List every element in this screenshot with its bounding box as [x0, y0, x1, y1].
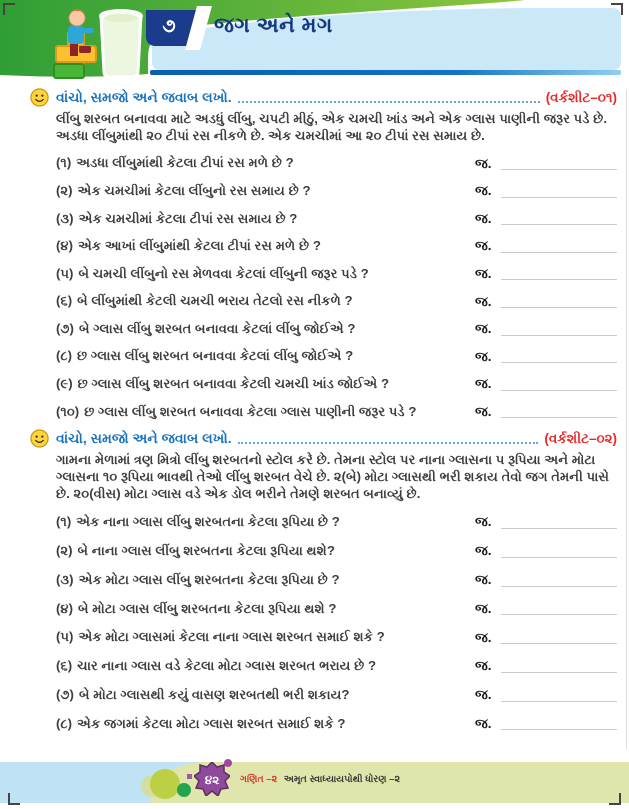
crop-mark-top-left	[3, 3, 15, 15]
question-number: (૪)	[56, 238, 73, 254]
question-text: એક મોટા ગ્લાસમાં કેટલા નાના ગ્લાસ શરબત સમાઈ શકે ?	[78, 629, 385, 645]
series-title: અમૃત સ્વાધ્યાયપોથી ધોરણ –૨	[283, 774, 401, 785]
question-text: એક ચમચીમાં કેટલા લીંબુનો રસ સમાય છે ?	[77, 182, 311, 198]
answer-area	[475, 515, 617, 529]
answer-blank-line[interactable]	[501, 518, 617, 529]
decorative-circle	[150, 769, 180, 799]
question-list	[56, 150, 617, 426]
page-edge-line	[626, 90, 627, 749]
crop-mark-bottom-right	[609, 793, 621, 805]
question-number: (૨)	[56, 182, 73, 198]
dotted-leader	[238, 92, 540, 103]
question-row	[56, 594, 617, 623]
question-row	[56, 343, 617, 371]
answer-blank-line[interactable]	[501, 325, 617, 336]
question-row	[56, 681, 617, 710]
answer-area	[475, 602, 617, 616]
answer-label: જ.	[475, 376, 492, 392]
answer-area	[475, 659, 617, 673]
crop-mark-top-right	[611, 3, 623, 15]
question-number: (૪)	[56, 600, 73, 616]
question-text: છ ગ્લાસ લીંબુ શરબત બનાવવા કેટલા ગ્લાસ પાણીની જરૂર પડે ?	[84, 403, 417, 419]
answer-blank-line[interactable]	[501, 297, 617, 308]
question-row	[56, 537, 617, 566]
question-number: (૩)	[56, 210, 74, 226]
decorative-circle	[177, 783, 191, 797]
answer-blank-line[interactable]	[501, 691, 617, 702]
answer-area	[475, 295, 617, 309]
question-text: છ ગ્લાસ લીંબુ શરબત બનાવવા કેટલાં લીંબુ જોઈએ ?	[77, 348, 354, 364]
answer-area	[475, 350, 617, 364]
question-number: (૧)	[56, 514, 72, 530]
answer-label: જ.	[475, 687, 492, 703]
answer-label: જ.	[475, 293, 492, 309]
question-text: બે લીંબુમાંથી કેટલી ચમચી ભરાય તેટલો રસ નીકળે ?	[77, 293, 353, 309]
answer-blank-line[interactable]	[501, 159, 617, 170]
section-intro: ગામના મેળામાં ત્રણ મિત્રો લીંબુ શરબતનો સ્ટોલ કરે છે. તેમના સ્ટોલ પર નાના ગ્લાસના ૫ રૂપિયા અને મોટા ગ્લાસના ૧૦ રૂપિયા ભાવથી તેઓ લીંબુ શરબત વેચે છે. ૨(બે) મોટા ગ્લાસથી ભરી શકાય તેવો જગ તેમની પાસે છે. ૨૦(વીસ) મોટા ગ્લાસ વડે એક ડોલ ભરીને તેમણે શરબત બનાવ્યું છે.	[56, 452, 610, 501]
question-row	[56, 150, 617, 178]
answer-area	[475, 631, 617, 645]
question-row	[56, 232, 617, 260]
answer-blank-line[interactable]	[501, 214, 617, 225]
answer-area	[475, 157, 617, 171]
question-text: ચાર નાના ગ્લાસ વડે કેટલા મોટા ગ્લાસ શરબત ભરાય છે ?	[77, 658, 377, 674]
question-row	[56, 370, 617, 398]
answer-label: જ.	[475, 348, 492, 364]
question-row	[56, 508, 617, 537]
section-heading: વાંચો, સમજો અને જવાબ લખો.	[56, 430, 232, 447]
answer-area	[475, 322, 617, 336]
question-row	[56, 315, 617, 343]
question-row	[56, 623, 617, 652]
question-number: (૬)	[56, 293, 73, 309]
section-heading: વાંચો, સમજો અને જવાબ લખો.	[56, 89, 232, 105]
smiley-icon	[30, 88, 49, 107]
answer-blank-line[interactable]	[501, 269, 617, 280]
question-number: (૨)	[56, 542, 73, 558]
question-row	[56, 565, 617, 594]
worksheet-section-2	[30, 429, 617, 738]
question-row	[56, 288, 617, 316]
chapter-title: જગ અને મગ	[214, 14, 333, 37]
answer-blank-line[interactable]	[501, 407, 617, 418]
section-intro: લીંબુ શરબત બનાવવા માટે અડધું લીંબુ, ચપટી મીઠું, એક ચમચી ખાંડ અને એક ગ્લાસ પાણીની જરૂર પડે છે. અડધા લીંબુમાંથી ૨૦ ટીપાં રસ નીકળે છે. એક ચમચીમાં આ ૨૦ ટીપાં રસ સમાય છે.	[56, 111, 607, 143]
question-row	[56, 709, 617, 738]
answer-label: જ.	[475, 210, 492, 226]
answer-label: જ.	[475, 321, 492, 337]
answer-area	[475, 239, 617, 253]
answer-area	[475, 405, 617, 419]
worksheet-content	[0, 82, 629, 738]
answer-blank-line[interactable]	[501, 604, 617, 615]
question-text: એક નાના ગ્લાસ લીંબુ શરબતના કેટલા રૂપિયા છે ?	[76, 514, 340, 530]
question-text: બે મોટા ગ્લાસ લીંબુ શરબતના કેટલા રૂપિયા થશે ?	[77, 600, 337, 616]
question-text: બે મોટા ગ્લાસથી કયું વાસણ શરબતથી ભરી શકાય?	[78, 686, 350, 702]
question-row	[56, 177, 617, 205]
question-row	[56, 260, 617, 288]
answer-blank-line[interactable]	[501, 187, 617, 198]
question-number: (૭)	[56, 686, 74, 702]
worksheet-section-1	[30, 88, 617, 425]
crop-mark-bottom-left	[8, 793, 20, 805]
question-number: (૮)	[56, 348, 73, 364]
series-prefix: ગણિત –૨	[240, 774, 278, 785]
answer-label: જ.	[475, 715, 492, 731]
question-text: બે નાના ગ્લાસ લીંબુ શરબતના કેટલા રૂપિયા થશે?	[77, 542, 335, 558]
answer-blank-line[interactable]	[501, 380, 617, 391]
question-text: એક ચમચીમાં કેટલા ટીપાં રસ સમાય છે ?	[78, 210, 298, 226]
answer-area	[475, 184, 617, 198]
answer-label: જ.	[475, 403, 492, 419]
answer-area	[475, 377, 617, 391]
smiley-icon	[30, 429, 49, 448]
chapter-number: ૭	[162, 16, 176, 37]
question-row	[56, 398, 617, 426]
section-2-header	[30, 429, 617, 448]
answer-area	[475, 717, 617, 731]
answer-area	[475, 573, 617, 587]
worksheet-number-label: (વર્કશીટ–૦૨)	[544, 430, 617, 446]
answer-area	[475, 544, 617, 558]
question-list	[56, 508, 617, 738]
question-number: (૬)	[56, 658, 73, 674]
answer-label: જ.	[475, 155, 492, 171]
answer-label: જ.	[475, 183, 492, 199]
section-1-header	[30, 88, 617, 107]
question-text: એક મોટા ગ્લાસ લીંબુ શરબતના કેટલા રૂપિયા છે ?	[78, 571, 340, 587]
question-text: એક જગમાં કેટલા મોટા ગ્લાસ શરબત સમાઈ શકે ?	[77, 715, 346, 731]
answer-label: જ.	[475, 629, 492, 645]
question-number: (૫)	[56, 265, 74, 281]
page-footer	[0, 762, 629, 809]
answer-area	[475, 212, 617, 226]
answer-label: જ.	[475, 600, 492, 616]
page-number-star-badge	[194, 762, 230, 796]
question-text: બે ચમચી લીંબુનો રસ મેળવવા કેટલાં લીંબુની જરૂર પડે ?	[78, 265, 369, 281]
answer-blank-line[interactable]	[501, 242, 617, 253]
question-row	[56, 652, 617, 681]
question-number: (૩)	[56, 571, 74, 587]
boy-climbing-blocks-illustration	[46, 2, 150, 82]
answer-blank-line[interactable]	[501, 633, 617, 644]
page-header	[0, 0, 629, 82]
question-number: (૮)	[56, 715, 73, 731]
question-number: (૫)	[56, 629, 74, 645]
worksheet-number-label: (વર્કશીટ–૦૧)	[545, 89, 617, 105]
answer-blank-line[interactable]	[501, 352, 617, 363]
answer-label: જ.	[475, 572, 492, 587]
footer-series-text	[240, 774, 400, 785]
question-number: (૭)	[56, 320, 74, 336]
question-text: બે ગ્લાસ લીંબુ શરબત બનાવવા કેટલાં લીંબુ જોઈએ ?	[78, 320, 356, 336]
page-number: ૪૨	[204, 773, 220, 787]
answer-label: જ.	[475, 265, 492, 281]
question-text: છ ગ્લાસ લીંબુ શરબત બનાવવા કેટલી ચમચી ખાંડ જોઈએ ?	[77, 376, 390, 392]
answer-area	[475, 267, 617, 281]
decorative-square	[187, 774, 192, 779]
question-text: એક આખાં લીંબુમાંથી કેટલા ટીપાં રસ મળે છે ?	[77, 238, 321, 254]
question-text: અડધા લીંબુમાંથી કેટલા ટીપાં રસ મળે છે ?	[76, 155, 294, 171]
dotted-leader	[238, 433, 539, 444]
answer-blank-line[interactable]	[501, 719, 617, 730]
answer-label: જ.	[475, 543, 492, 559]
answer-blank-line[interactable]	[501, 662, 617, 673]
answer-label: જ.	[475, 658, 492, 674]
answer-label: જ.	[475, 514, 492, 530]
answer-area	[475, 688, 617, 702]
question-number: (૯)	[56, 376, 73, 392]
answer-blank-line[interactable]	[501, 576, 617, 587]
answer-label: જ.	[475, 238, 492, 254]
question-row	[56, 205, 617, 233]
question-number: (૧૦)	[56, 403, 80, 419]
question-number: (૧)	[56, 155, 72, 171]
answer-blank-line[interactable]	[501, 547, 617, 558]
